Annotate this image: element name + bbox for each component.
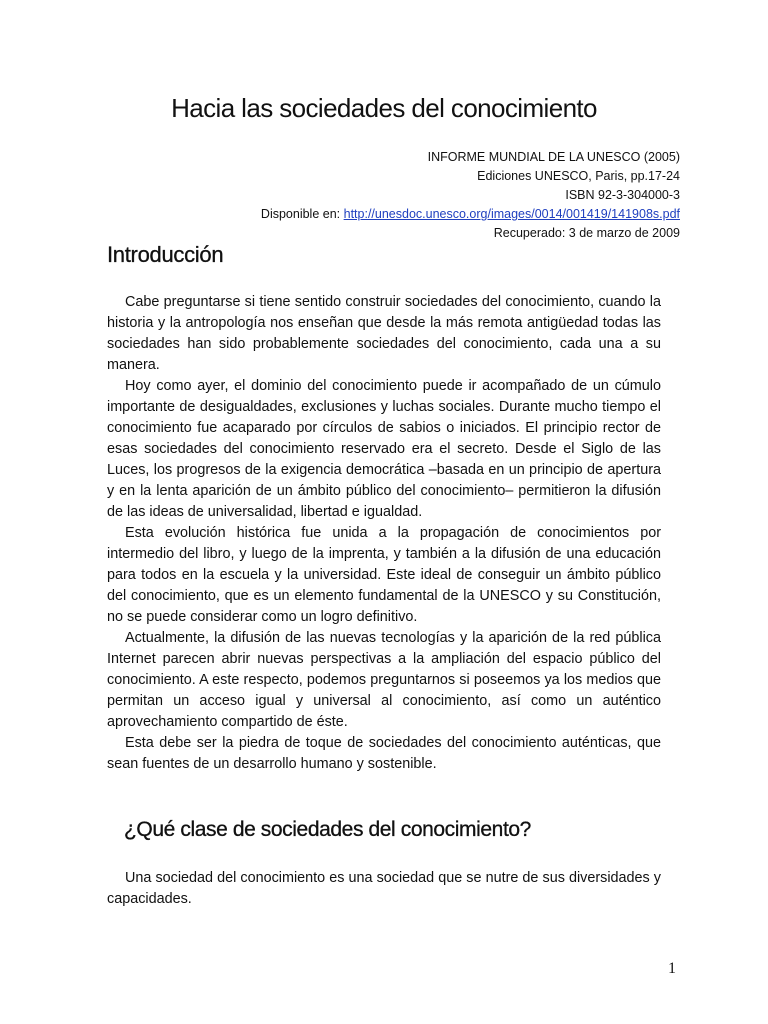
source-link[interactable]: http://unesdoc.unesco.org/images/0014/001419/141908s.pdf: [343, 207, 680, 221]
section-body-introduccion: [107, 292, 661, 775]
section-heading-introduccion: Introducción: [107, 242, 224, 267]
citation-report: INFORME MUNDIAL DE LA UNESCO (2005): [427, 150, 680, 164]
citation-availability: [261, 205, 680, 224]
paragraph: Una sociedad del conocimiento es una sociedad que se nutre de sus diversidades y capacidades.: [107, 870, 661, 907]
paragraph: Cabe preguntarse si tiene sentido construir sociedades del conocimiento, cuando la historia y la antropología nos enseñan que desde la más remota antigüedad todas las sociedades han sido probablemente sociedades del conocimiento, cada una a su manera.: [107, 294, 661, 373]
section-heading-que-clase: ¿Qué clase de sociedades del conocimiento?: [124, 818, 531, 841]
paragraph: Esta debe ser la piedra de toque de sociedades del conocimiento auténticas, que sean fuentes de un desarrollo humano y sostenible.: [107, 735, 661, 772]
page-number: 1: [668, 960, 676, 977]
availability-label: Disponible en:: [260, 207, 344, 221]
paragraph: Esta evolución histórica fue unida a la propagación de conocimientos por intermedio del libro, y luego de la imprenta, y también a la difusión de una educación para todos en la escuela y la universidad. Este ideal de conseguir un ámbito público del conocimiento, que es un elemento fundamental de la UNESCO y su Constitución, no se puede considerar como un logro definitivo.: [107, 525, 661, 625]
citation-isbn: ISBN 92-3-304000-3: [565, 188, 680, 202]
citation-block: [261, 148, 680, 243]
citation-retrieved: Recuperado: 3 de marzo de 2009: [493, 226, 680, 240]
paragraph: Hoy como ayer, el dominio del conocimiento puede ir acompañado de un cúmulo importante de desigualdades, exclusiones y luchas sociales. Durante mucho tiempo el conocimiento fue acaparado por círculos de sabios o iniciados. El principio rector de esas sociedades del conocimiento reservado era el secreto. Desde el Siglo de las Luces, los progresos de la exigencia democrática –basada en un principio de apertura y en la lenta aparición de un ámbito público del conocimiento– permitieron la difusión de las ideas de universalidad, libertad e igualdad.: [107, 378, 661, 520]
document-title: Hacia las sociedades del conocimiento: [171, 93, 597, 123]
section-body-que-clase: [107, 868, 661, 910]
citation-edition: Ediciones UNESCO, Paris, pp.17-24: [477, 169, 680, 183]
paragraph: Actualmente, la difusión de las nuevas tecnologías y la aparición de la red pública Internet parecen abrir nuevas perspectivas a la ampliación del espacio público del conocimiento. A este respecto, podemos preguntarnos si poseemos ya los medios que permitan un acceso igual y universal al conocimiento, así como un auténtico aprovechamiento compartido de éste.: [107, 630, 661, 730]
